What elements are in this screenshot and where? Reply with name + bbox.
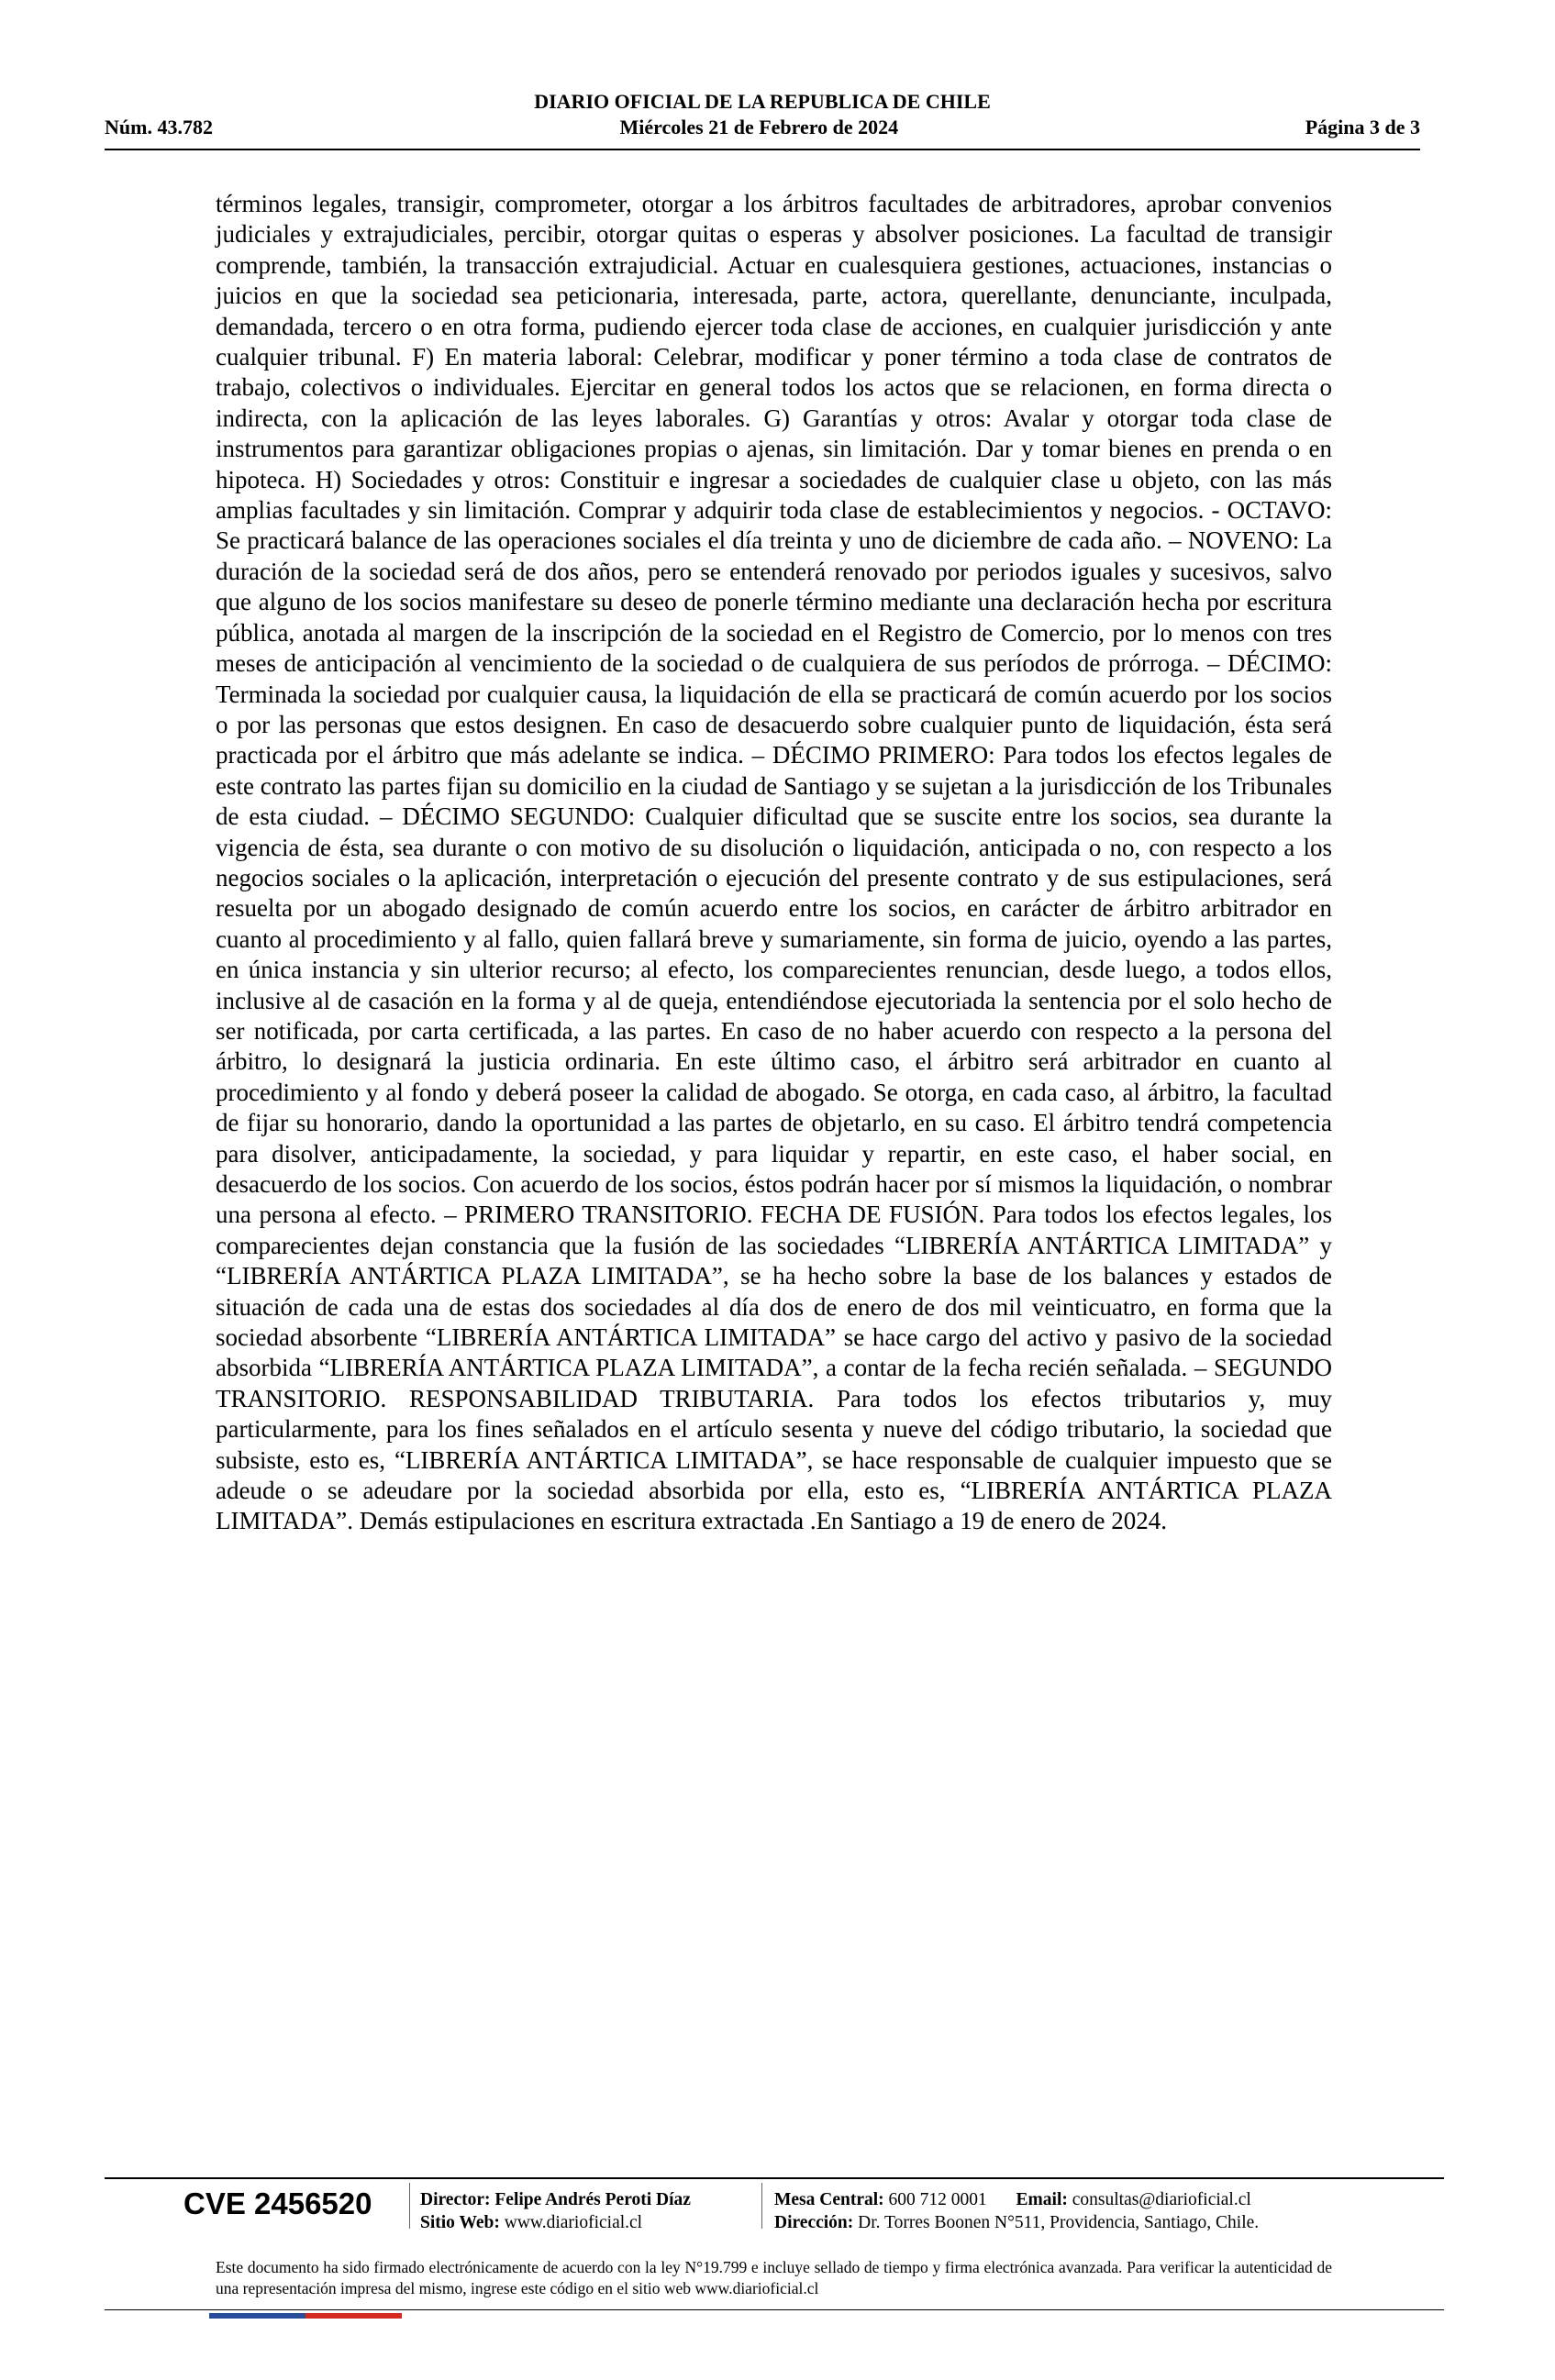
footer-separator — [761, 2183, 762, 2229]
footer-contact-block — [774, 2188, 1259, 2234]
footer-divider-top — [105, 2177, 1444, 2179]
footer-separator — [409, 2183, 410, 2229]
website-line — [420, 2211, 691, 2234]
footer-divider-bottom — [105, 2309, 1444, 2310]
contact-line — [774, 2188, 1259, 2211]
page-header — [105, 88, 1420, 152]
phone-label: Mesa Central: — [774, 2190, 884, 2209]
address-line — [774, 2211, 1259, 2234]
flag-stripe-red — [305, 2313, 402, 2319]
publication-title: DIARIO OFICIAL DE LA REPUBLICA DE CHILE — [534, 90, 991, 113]
legal-notice: Este documento ha sido firmado electrónicamente de acuerdo con la ley N°19.799 e incluye sellado de tiempo y firma electrónica avanzada. Para verificar la autenticidad de una representación impresa del mismo, ingrese este código en el sitio web www.diarioficial.cl — [216, 2258, 1332, 2297]
website-label: Sitio Web: — [420, 2213, 500, 2232]
header-divider — [105, 149, 1420, 150]
address-label: Dirección: — [774, 2213, 854, 2232]
footer-director-block — [420, 2188, 691, 2234]
phone-number: 600 712 0001 — [888, 2190, 987, 2209]
director-line — [420, 2188, 691, 2211]
website-link[interactable]: www.diarioficial.cl — [504, 2213, 643, 2232]
header-row — [105, 116, 1420, 139]
page-number: Página 3 de 3 — [1305, 116, 1420, 138]
director-name: Felipe Andrés Peroti Díaz — [494, 2190, 691, 2209]
document-body: términos legales, transigir, comprometer, otorgar a los árbitros facultades de arbitradores, aprobar convenios judiciales y extrajudiciales, percibir, otorgar quitas o esperas y absolver posiciones. La facultad de transigir comprende, también, la transacción extrajudicial. Actuar en cualesquiera gestiones, actuaciones, instancias o juicios en que la sociedad sea peticionaria, interesada, parte, actora, querellante, denunciante, inculpada, demandada, tercero o en otra forma, pudiendo ejercer toda clase de acciones, en cualquier jurisdicción y ante cualquier tribunal. F) En materia laboral: Celebrar, modificar y poner término a toda clase de contratos de trabajo, colectivos o individuales. Ejercitar en general todos los actos que se relacionen, en forma directa o indirecta, con la aplicación de las leyes laborales. G) Garantías y otros: Avalar y otorgar toda clase de instrumentos para garantizar obligaciones propias o ajenas, sin limitación. Dar y tomar bienes en prenda o en hipoteca. H) Sociedades y otros: Constituir e ingresar a sociedades de cualquier clase u objeto, con las más amplias facultades y sin limitación. Comprar y adquirir toda clase de establecimientos y negocios. - OCTAVO: Se practicará balance de las operaciones sociales el día treinta y uno de diciembre de cada año. – NOVENO: La duración de la sociedad será de dos años, pero se entenderá renovado por periodos iguales y sucesivos, salvo que alguno de los socios manifestare su deseo de ponerle término mediante una declaración hecha por escritura pública, anotada al margen de la inscripción de la sociedad en el Registro de Comercio, por lo menos con tres meses de anticipación al vencimiento de la sociedad o de cualquiera de sus períodos de prórroga. – DÉCIMO: Terminada la sociedad por cualquier causa, la liquidación de ella se practicará de común acuerdo por los socios o por las personas que estos designen. En caso de desacuerdo sobre cualquier punto de liquidación, ésta será practicada por el árbitro que más adelante se indica. – DÉCIMO PRIMERO: Para todos los efectos legales de este contrato las partes fijan su domicilio en la ciudad de Santiago y se sujetan a la jurisdicción de los Tribunales de esta ciudad. – DÉCIMO SEGUNDO: Cualquier dificultad que se suscite entre los socios, sea durante la vigencia de ésta, sea durante o con motivo de su disolución o liquidación, anticipada o no, con respecto a los negocios sociales o la aplicación, interpretación o ejecución del presente contrato y de sus estipulaciones, será resuelta por un abogado designado de común acuerdo entre los socios, en carácter de árbitro arbitrador en cuanto al procedimiento y al fallo, quien fallará breve y sumariamente, sin forma de juicio, oyendo a las partes, en única instancia y sin ulterior recurso; al efecto, los comparecientes renuncian, desde luego, a todos ellos, inclusive al de casación en la forma y al de queja, entendiéndose ejecutoriada la sentencia por el solo hecho de ser notificada, por carta certificada, a las partes. En caso de no haber acuerdo con respecto a la persona del árbitro, lo designará la justicia ordinaria. En este último caso, el árbitro será arbitrador en cuanto al procedimiento y al fondo y deberá poseer la calidad de abogado. Se otorga, en cada caso, al árbitro, la facultad de fijar su honorario, dando la oportunidad a las partes de objetarlo, en su caso. El árbitro tendrá competencia para disolver, anticipadamente, la sociedad, y para liquidar y repartir, en este caso, el haber social, en desacuerdo de los socios. Con acuerdo de los socios, éstos podrán hacer por sí mismos la liquidación, o nombrar una persona al efecto. – PRIMERO TRANSITORIO. FECHA DE FUSIÓN. Para todos los efectos legales, los comparecientes dejan constancia que la fusión de las sociedades “LIBRERÍA ANTÁRTICA LIMITADA” y “LIBRERÍA ANTÁRTICA PLAZA LIMITADA”, se ha hecho sobre la base de los balances y estados de situación de cada una de estas dos sociedades al día dos de enero de dos mil veinticuatro, en forma que la sociedad absorbente “LIBRERÍA ANTÁRTICA LIMITADA” se hace cargo del activo y pasivo de la sociedad absorbida “LIBRERÍA ANTÁRTICA PLAZA LIMITADA”, a contar de la fecha recién señalada. – SEGUNDO TRANSITORIO. RESPONSABILIDAD TRIBUTARIA. Para todos los efectos tributarios y, muy particularmente, para los fines señalados en el artículo sesenta y nueve del código tributario, la sociedad que subsiste, esto es, “LIBRERÍA ANTÁRTICA LIMITADA”, se hace responsable de cualquier impuesto que se adeude o se adeudare por la sociedad absorbida por ella, esto es, “LIBRERÍA ANTÁRTICA PLAZA LIMITADA”. Demás estipulaciones en escritura extractada .En Santiago a 19 de enero de 2024. — [216, 190, 1332, 1535]
cve-code: CVE 2456520 — [183, 2186, 372, 2220]
issue-number: Núm. 43.782 — [105, 116, 213, 138]
issue-date: Miércoles 21 de Febrero de 2024 — [619, 116, 899, 138]
flag-stripe-blue — [209, 2313, 305, 2319]
email-label: Email: — [1016, 2190, 1068, 2209]
director-label: Director: — [420, 2190, 491, 2209]
flag-stripe — [209, 2313, 402, 2319]
address-text: Dr. Torres Boonen N°511, Providencia, Santiago, Chile. — [858, 2213, 1260, 2232]
email-link[interactable]: consultas@diarioficial.cl — [1072, 2190, 1251, 2209]
